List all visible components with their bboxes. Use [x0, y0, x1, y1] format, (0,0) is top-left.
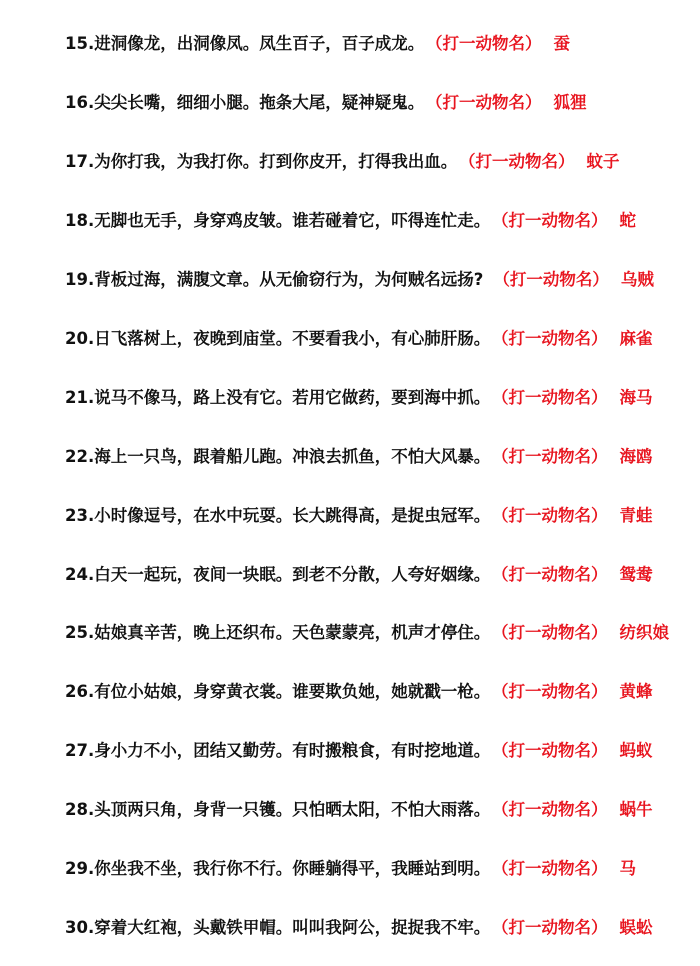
riddle-hint: （打一动物名）	[500, 682, 608, 701]
riddle-answer: 纺织娘	[619, 623, 669, 642]
riddle-number: 21.	[65, 388, 95, 407]
riddle-answer: 黄蜂	[619, 682, 653, 701]
riddle-number: 30.	[65, 918, 95, 937]
riddle-hint: （打一动物名）	[500, 211, 608, 230]
riddle-number: 20.	[65, 329, 95, 348]
riddle-hint: （打一动物名）	[500, 388, 608, 407]
riddle-answer: 鸳鸯	[619, 565, 653, 584]
riddle-hint: （打一动物名）	[500, 741, 608, 760]
riddle-number: 25.	[65, 623, 95, 642]
riddle-text: 无脚也无手，身穿鸡皮皱。谁若碰着它，吓得连忙走。	[94, 211, 491, 230]
riddle-hint: （打一动物名）	[500, 447, 608, 466]
riddle-row	[65, 678, 652, 706]
riddle-number: 15.	[65, 34, 95, 53]
riddle-answer: 蚂蚁	[619, 741, 653, 760]
riddle-text: 白天一起玩，夜间一块眠。到老不分散，人夸好姻缘。	[94, 565, 491, 584]
riddle-number: 27.	[65, 741, 95, 760]
riddle-row	[65, 796, 652, 824]
riddle-row	[65, 561, 652, 589]
riddle-text: 日飞落树上，夜晚到庙堂。不要看我小，有心肺肝肠。	[94, 329, 491, 348]
riddle-row	[65, 207, 636, 235]
riddle-hint: （打一动物名）	[493, 270, 609, 289]
riddle-row	[65, 384, 652, 412]
riddle-number: 22.	[65, 447, 95, 466]
riddle-text: 海上一只鸟，跟着船儿跑。冲浪去抓鱼，不怕大风暴。	[94, 447, 491, 466]
riddle-number: 17.	[65, 152, 95, 171]
riddle-number: 24.	[65, 565, 95, 584]
riddle-hint: （打一动物名）	[467, 152, 575, 171]
riddle-answer: 蜗牛	[619, 800, 653, 819]
riddle-number: 28.	[65, 800, 95, 819]
riddle-answer: 青蛙	[619, 506, 653, 525]
riddle-answer: 狐狸	[553, 93, 587, 112]
riddle-row	[65, 30, 570, 58]
riddle-text: 尖尖长嘴，细细小腿。拖条大尾，疑神疑鬼。	[94, 93, 425, 112]
riddle-number: 18.	[65, 211, 95, 230]
riddle-row	[65, 443, 652, 471]
riddle-answer: 蚊子	[586, 152, 620, 171]
riddle-number: 29.	[65, 859, 95, 878]
riddle-hint: （打一动物名）	[500, 565, 608, 584]
riddle-row	[65, 914, 652, 942]
riddle-text: 头顶两只角，身背一只镬。只怕晒太阳，不怕大雨落。	[94, 800, 491, 819]
riddle-hint: （打一动物名）	[434, 34, 542, 53]
riddle-row	[65, 855, 636, 883]
riddle-hint: （打一动物名）	[500, 623, 608, 642]
riddle-text: 小时像逗号，在水中玩耍。长大跳得高，是捉虫冠军。	[94, 506, 491, 525]
riddle-text: 你坐我不坐，我行你不行。你睡躺得平，我睡站到明。	[94, 859, 491, 878]
riddle-answer: 麻雀	[619, 329, 653, 348]
riddle-hint: （打一动物名）	[500, 859, 608, 878]
riddle-hint: （打一动物名）	[434, 93, 542, 112]
riddle-text: 有位小姑娘，身穿黄衣裳。谁要欺负她，她就戳一枪。	[94, 682, 491, 701]
riddle-answer: 蜈蚣	[619, 918, 653, 937]
riddle-row	[65, 325, 652, 353]
riddle-text: 说马不像马，路上没有它。若用它做药，要到海中抓。	[94, 388, 491, 407]
riddle-answer: 乌贼	[620, 270, 654, 289]
riddle-answer: 海鸥	[619, 447, 653, 466]
riddle-row	[65, 737, 652, 765]
riddle-text: 进洞像龙，出洞像凤。凤生百子，百子成龙。	[94, 34, 425, 53]
riddle-text: 姑娘真辛苦，晚上还织布。天色蒙蒙亮，机声才停住。	[94, 623, 491, 642]
riddle-row	[65, 502, 652, 530]
riddle-answer: 蛇	[619, 211, 636, 230]
riddle-row	[65, 148, 619, 176]
riddle-text: 身小力不小，团结又勤劳。有时搬粮食，有时挖地道。	[94, 741, 491, 760]
riddle-hint: （打一动物名）	[500, 918, 608, 937]
riddle-text: 背板过海，满腹文章。从无偷窃行为，为何贼名远扬?	[94, 270, 484, 289]
riddle-text: 为你打我，为我打你。打到你皮开，打得我出血。	[94, 152, 458, 171]
riddle-hint: （打一动物名）	[500, 506, 608, 525]
riddle-number: 16.	[65, 93, 95, 112]
riddle-number: 26.	[65, 682, 95, 701]
riddle-hint: （打一动物名）	[500, 329, 608, 348]
riddle-answer: 蚕	[553, 34, 570, 53]
riddle-number: 23.	[65, 506, 95, 525]
riddle-row	[65, 89, 586, 117]
riddle-answer: 海马	[619, 388, 653, 407]
riddle-row	[65, 266, 654, 294]
riddle-hint: （打一动物名）	[500, 800, 608, 819]
riddle-answer: 马	[619, 859, 636, 878]
riddle-number: 19.	[65, 270, 95, 289]
riddle-text: 穿着大红袍，头戴铁甲帽。叫叫我阿公，捉捉我不牢。	[94, 918, 491, 937]
riddle-row	[65, 619, 669, 647]
